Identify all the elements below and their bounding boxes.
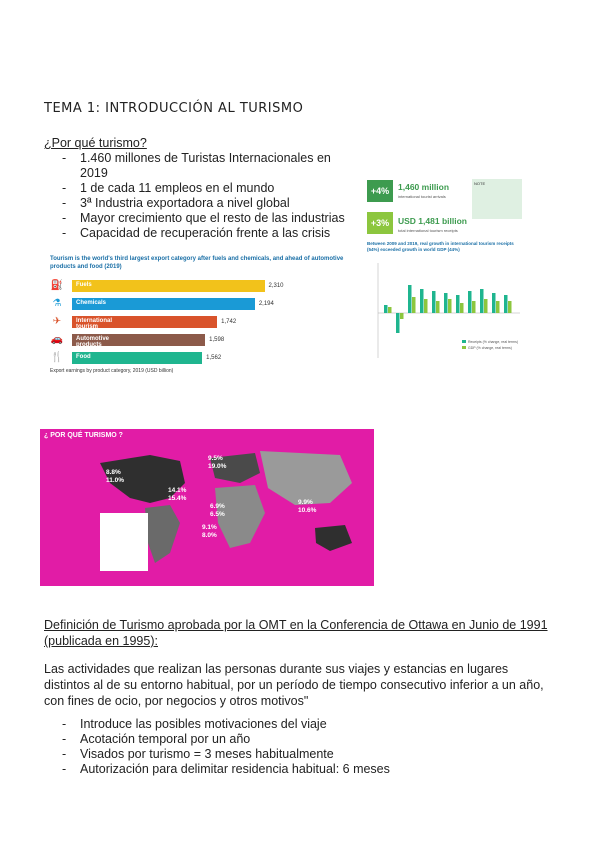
stat-value: 11.0% bbox=[106, 477, 125, 484]
growth-bar bbox=[448, 299, 452, 313]
bar-label: Fuels bbox=[76, 282, 92, 288]
tourist-icon: ✈ bbox=[52, 316, 62, 327]
stat-value: 15.4% bbox=[168, 495, 187, 502]
list-item: - 1 de cada 11 empleos en el mundo bbox=[62, 181, 362, 196]
receipts-value: USD 1,481 billion bbox=[398, 216, 467, 226]
growth-bar bbox=[508, 301, 512, 313]
receipts-caption: total international tourism receipts bbox=[398, 228, 458, 233]
growth-bar bbox=[492, 293, 496, 313]
fuel-icon: ⛽ bbox=[50, 280, 64, 291]
growth-bar bbox=[456, 295, 460, 313]
stat-bubble bbox=[168, 487, 186, 503]
tourism-stats-panel bbox=[362, 176, 522, 372]
legend-gdp: GDP (% change, real terms) bbox=[468, 346, 512, 350]
legend-swatch bbox=[462, 340, 466, 343]
growth-bars bbox=[384, 285, 512, 333]
bar-value-label: 2,310 bbox=[268, 283, 284, 289]
bar-label: Food bbox=[76, 354, 91, 360]
growth-bar bbox=[408, 285, 412, 313]
south-america bbox=[145, 505, 180, 563]
list-item: - Introduce las posibles motivaciones del viaje bbox=[62, 717, 482, 732]
growth-bar bbox=[496, 301, 500, 313]
arrivals-caption: international tourist arrivals bbox=[398, 194, 446, 199]
food-icon: 🍴 bbox=[50, 352, 64, 363]
growth-bar bbox=[468, 291, 472, 313]
growth-bar-chart bbox=[370, 258, 520, 368]
growth-chart-title: Between 2009 and 2019, real growth in international tourism receipts (54%) exceeded growth in world GDP (44%) bbox=[367, 241, 514, 252]
legend-swatch bbox=[462, 346, 466, 349]
growth-badge: +3% bbox=[367, 212, 393, 234]
definition-body: Las actividades que realizan las personas durante sus viajes y estancias en lugares distintos al de su entorno habitual, por un período de tiempo consecutivo inferior a un año, con fines de ocio, por negocios y otros motivos" bbox=[44, 662, 544, 708]
growth-bar bbox=[432, 291, 436, 313]
bar-chart-title: Tourism is the world's third largest export category after fuels and chemicals, and ahead of automotive products and food (2019) bbox=[50, 256, 344, 270]
stat-value: 8.0% bbox=[202, 532, 217, 539]
stat-value: 9.9% bbox=[298, 499, 313, 506]
list-item: - Acotación temporal por un año bbox=[62, 732, 482, 747]
bar bbox=[72, 352, 202, 364]
list-item: - Visados por turismo = 3 meses habitualmente bbox=[62, 747, 482, 762]
stat-value: 14.1% bbox=[168, 487, 187, 494]
list-item: - 3ª Industria exportadora a nivel global bbox=[62, 196, 362, 211]
stat-bubble bbox=[298, 499, 316, 515]
growth-bar bbox=[480, 289, 484, 313]
growth-bar bbox=[436, 301, 440, 313]
section-heading: ¿Por qué turismo? bbox=[44, 136, 147, 150]
stat-bubble bbox=[202, 524, 217, 540]
stat-bubble bbox=[208, 455, 226, 471]
stat-value: 6.5% bbox=[210, 511, 225, 518]
oceania bbox=[315, 525, 352, 551]
definition-notes bbox=[62, 717, 482, 777]
list-item: - Mayor crecimiento que el resto de las industrias bbox=[62, 211, 362, 226]
car-icon: 🚗 bbox=[50, 334, 64, 345]
list-item: - Autorización para delimitar residencia habitual: 6 meses bbox=[62, 762, 482, 777]
map-title: ¿ POR QUÉ TURISMO ? bbox=[44, 432, 123, 439]
stat-value: 8.8% bbox=[106, 469, 121, 476]
legend-receipts: Receipts (% change, real terms) bbox=[468, 340, 518, 344]
stat-value: 10.6% bbox=[298, 507, 317, 514]
definition-title: Definición de Turismo aprobada por la OMT en la Conferencia de Ottawa en Junio de 1991 (publicada en 1995): bbox=[44, 618, 548, 648]
growth-bar bbox=[444, 293, 448, 313]
growth-bar bbox=[460, 303, 464, 313]
chemicals-icon: ⚗ bbox=[52, 298, 62, 309]
note-box bbox=[472, 179, 522, 219]
growth-badge: +4% bbox=[367, 180, 393, 202]
growth-bar bbox=[388, 307, 392, 313]
bar-value-label: 1,562 bbox=[206, 355, 222, 361]
page-title: TEMA 1: INTRODUCCIÓN AL TURISMO bbox=[44, 101, 304, 116]
stat-value: 19.0% bbox=[208, 463, 227, 470]
map-legend bbox=[100, 513, 148, 571]
growth-bar bbox=[384, 305, 388, 313]
asia bbox=[260, 451, 352, 505]
growth-bar bbox=[396, 313, 400, 333]
stat-value: 9.1% bbox=[202, 524, 217, 531]
growth-bar bbox=[400, 313, 404, 319]
bar bbox=[72, 280, 265, 292]
reasons-list bbox=[62, 151, 362, 241]
growth-bar bbox=[424, 299, 428, 313]
growth-bar bbox=[504, 295, 508, 313]
bar-value-label: 2,194 bbox=[258, 301, 274, 307]
bar-label: International tourism bbox=[76, 318, 113, 330]
list-item: - 1.460 millones de Turistas Internacionales en 2019 bbox=[62, 151, 362, 181]
bar-value-label: 1,598 bbox=[209, 337, 225, 343]
list-item: - Capacidad de recuperación frente a las crisis bbox=[62, 226, 362, 241]
bar-label: Automotive products bbox=[76, 336, 109, 348]
stat-bubble bbox=[210, 503, 225, 519]
note-label: NOTE bbox=[474, 181, 486, 186]
stat-bubble bbox=[106, 469, 124, 485]
growth-bar bbox=[472, 301, 476, 313]
bar-chart-footer: Export earnings by product category, 2019 (USD billion) bbox=[50, 368, 174, 374]
bar-value-label: 1,742 bbox=[221, 319, 237, 325]
arrivals-value: 1,460 million bbox=[398, 182, 450, 192]
growth-bar bbox=[412, 297, 416, 313]
stat-value: 6.9% bbox=[210, 503, 225, 510]
world-tourism-map bbox=[40, 429, 374, 586]
stat-value: 9.5% bbox=[208, 455, 223, 462]
bar-label: Chemicals bbox=[76, 300, 107, 306]
growth-bar bbox=[420, 289, 424, 313]
growth-bar bbox=[484, 299, 488, 313]
